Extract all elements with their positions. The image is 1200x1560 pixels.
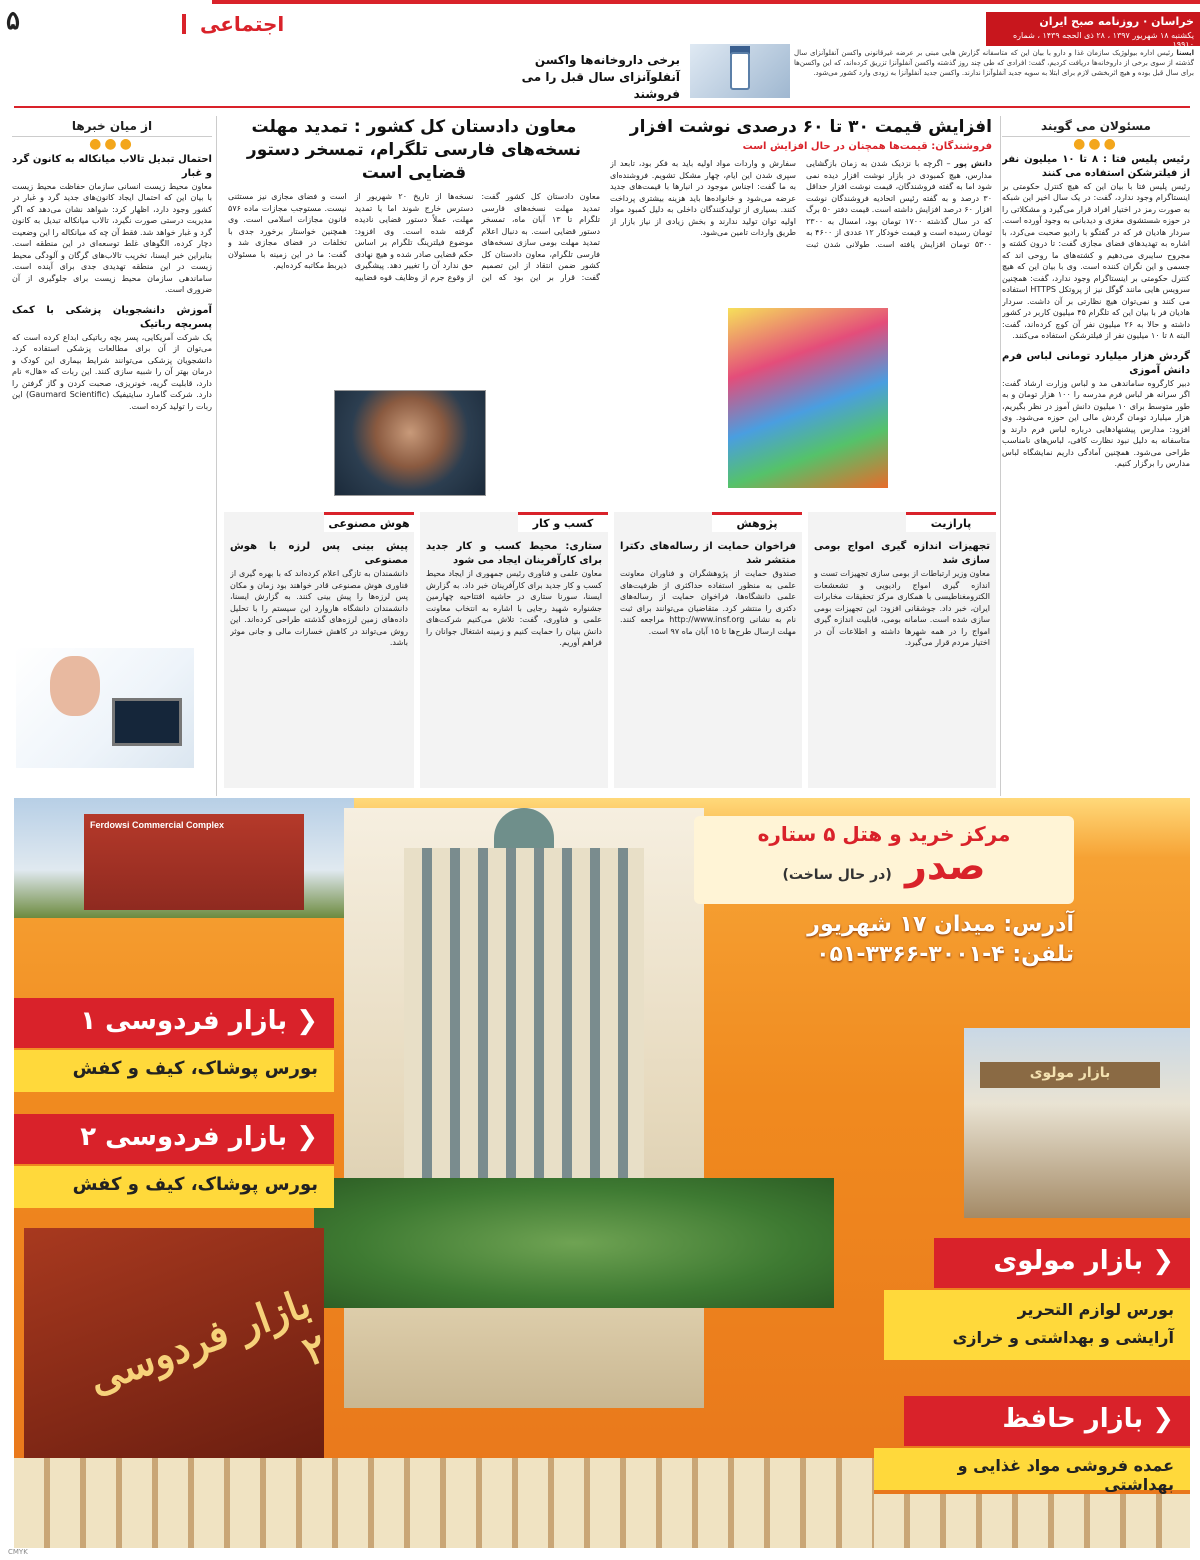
column-divider xyxy=(1000,116,1001,796)
dots-ornament: ●●● xyxy=(1073,136,1119,152)
business-box xyxy=(420,512,608,788)
officials-body-1: رئیس پلیس فتا با بیان این که هیچ کنترل حکومتی بر اینستاگرام وجود ندارد، گفت: در یک سال اخیر این شبکه به صورت رمز در اختیار افراد قرار می‌گیرد و مشکلاتی را در حوزه شستشوی مغزی و دیدبانی به وجود آورده است. سردار هادیان فر که در گفتگو با رادیو صحبت می‌کرد، با اشاره به تهدیدهای فضای مجازی گفت: تا درون کشته و مجروح سایبری می‌دهیم و کشته‌های ما روحی اند که جسمی و این نگران کننده است. وی با بیان این که هیچ کنترل حکومتی بر اینستاگرام وجود ندارد، گفت: همچنین سرویس هایی مانند گوگل نیز از پروتکل HTTPS استفاده می کنند و نمی‌توان هیچ نظارتی بر آن داشت. سردار هادیان فر با بیان این که تلگرام ۴۵ میلیون کاربر در کشور داشته و حالا به ۲۶ میلیون نفر آن کوچ کرده‌اند، گفت: البته ۸ تا ۱۰ میلیون نفر از فیلترشکن استفاده می‌کنند. xyxy=(1002,181,1190,340)
ai-headline: پیش بینی پس لرزه با هوش مصنوعی xyxy=(230,541,408,566)
sadr-title-name: صدر xyxy=(904,844,986,888)
teaser-box xyxy=(520,42,1200,100)
molavi-desc xyxy=(884,1290,1190,1360)
teaser-body: ایسنا رئیس اداره بیولوژیک سازمان غذا و دارو با بیان این که متاسفانه گزارش هایی مبنی بر عرضه غیرقانونی واکسن آنفلوآنزای سال گذشته از سوی برخی از داروخانه‌ها دریافت کردیم، گفت: افرادی که طی چند روز گذشته واکسن آنفلوآنزا تزریق کرده‌اند، که این واکسن‌ها برای سال قبل بوده و هیچ اثربخشی لازم برای ابتلا به سویه جدید آنفلوآنزا ندارند. واکسن جدید آنفلوآنزا به زودی وارد کشور می‌شود. xyxy=(794,49,1194,77)
section-title: اجتماعی xyxy=(200,12,285,36)
chevron-left-icon: ❮ xyxy=(296,1006,318,1036)
top-red-rule xyxy=(212,0,1200,4)
hafez-facade xyxy=(14,1458,874,1548)
ferdowsi2-sign: بازار فردوسی ۲ xyxy=(82,1279,333,1404)
column-divider xyxy=(216,116,217,796)
section-rule xyxy=(14,106,1190,108)
parasite-box xyxy=(808,512,996,788)
ai-body: دانشمندان به تازگی اعلام کرده‌اند که با بهره گیری از فناوری هوش مصنوعی قادر خواهند بود زمان و مکان پس لرزه‌ها را پیش بینی کنند. به گزارش ایسنا، دانشمندان دانشگاه هاروارد این سیستم را با تحلیل داده‌های زمین لرزه‌های گذشته طراحی کرده‌اند. این روش می‌تواند در کاهش خسارات مالی و جانی موثر باشد. xyxy=(230,569,408,647)
ferdowsi2-building xyxy=(24,1228,333,1458)
news-body-1: معاون محیط زیست انسانی سازمان حفاظت محیط زیست با بیان این که احتمال ایجاد کانون‌های جدید گرد و غبار در کشور وجود دارد، اظهار کرد: شواهد نشان می‌دهد که اگر مدیریت درستی صورت نگیرد، تالاب میانکاله تبدیل به کانون گرد و غبار خواهد شد. فقط آن چه که میانکاله را این وضعیت دچار کرده، الگوهای غلط توسعه‌ای در این منطقه است. بنابراین خبر ایسنا، تخریب تالاب‌های گرگان و آلودگی محیط زیست در این منطقه تهدیدی جدی برای آینده است. ساماندهی سازمان محیط زیست برای جلوگیری از آن ضروری است. xyxy=(12,181,212,294)
ferdowsi1-title: بازار فردوسی ۱ xyxy=(80,1006,288,1036)
prices-body: اگرچه با نزدیک شدن به زمان بازگشایی مدارس، هیچ کمبودی در بازار نوشت افزار دیده نمی شود اما به گفته فروشندگان، قیمت نوشت افزار حداقل ۳۰ درصد و به گفته رئیس اتحادیه فروشندگان نوشت افزار ۶۰ درصد افزایش داشته است. قیمت دفتر ۵۰ برگ که در سال گذشته ۱۷۰۰ تومان بود، امسال به ۲۳۰۰ تومان رسیده است و قیمت خودکار ۱۲ عددی از ۴۶۰۰ به ۵۳۰۰ تومان افزایش یافته است. طولانی شدن ثبت سفارش و واردات مواد اولیه باید به فکر بود، تابعد از سپری شدن این ایام، چهار مشکل تشویم. فروشنده‌ای به ما گفت: اجناس موجود در انبارها با قیمت‌های جدید عرضه می‌شود و خانواده‌ها باید هزینه بیشتری پرداخت کنند. بسیاری از تولیدکنندگان داخلی به دلیل کمبود مواد اولیه توان تولید ندارند و بخش زیادی از نیاز بازار از طریق واردات تامین می‌شود. xyxy=(610,159,992,249)
section-divider xyxy=(182,14,186,34)
officials-column xyxy=(1002,116,1190,796)
news-body-2: یک شرکت آمریکایی، پسر بچه رباتیکی ابداع کرده است که می‌توان از آن برای مطالعات پزشکی استفاده کرد. دانشجویان پزشکی می‌توانند شرایط بیماری این کودک و درمان بهتر آن را شبیه سازی کنند. این ربات که «هال» نام دارد، قابلیت گریه، خونریزی، صحبت کردن و گاز گرفتن را دارد. شرکت گامارد سایتیفیک (Gaumard Scientific) این ربات را تولید کرده است. xyxy=(12,332,212,411)
teaser-title: برخی داروخانه‌ها واکسن آنفلوآنزای سال قبل را می فروشند xyxy=(521,53,680,101)
ferdowsi2-title-box xyxy=(14,1114,334,1164)
ferdowsi1-title-box xyxy=(14,998,334,1048)
hafez-title-box xyxy=(904,1396,1190,1446)
page-number: ۵ xyxy=(6,6,20,36)
sadr-advertisement xyxy=(14,798,1190,1548)
parasite-body: معاون وزیر ارتباطات از بومی سازی تجهیزات تست و اندازه گیری امواج رادیویی و تشعشعات الکترومغناطیسی با همکاری مرکز تحقیقات مخابرات ایران، خبر داد. جوشقانی افزود: این تجهیزات بومی سازی شده است. سامانه بومی، قابلیت اندازه گیری امواج را در همه شهرها داشته و اطلاعات آن در اختیار مردم قرار می‌گیرد. xyxy=(814,569,990,647)
news-headline-1: احتمال تبدیل تالاب میانکاله به کانون گرد و غبار xyxy=(12,153,212,179)
sadr-contact xyxy=(694,910,1074,970)
chevron-left-icon: ❮ xyxy=(1152,1246,1174,1276)
official-portrait xyxy=(334,390,486,496)
dateline: یکشنبه ۱۸ شهریور ۱۳۹۷ ، ۲۸ ذی الحجه ۱۴۳۹ ، شماره ۱۹۹۱۰ xyxy=(1012,31,1194,49)
prices-lead: دانش پور xyxy=(954,159,992,168)
sadr-phone: تلفن: ۴-۳۰۰۱-۳۳۶۶-۰۵۱ xyxy=(816,942,1074,967)
parasite-headline: تجهیزات اندازه گیری امواج بومی سازی شد xyxy=(814,541,990,566)
vaccine-image xyxy=(690,44,790,98)
officials-body-2: دبیر کارگروه ساماندهی مد و لباس وزارت ارشاد گفت: اگر سرانه هر لباس فرم مدرسه را ۱۰۰ هزار تومان و به طور متوسط برای ۱۰ میلیون دانش آموز در نظر بگیریم، هزار میلیارد تومان گردش مالی این حوزه می‌شود. وی افزود: مدارس پیشنهادهایی درباره لباس فرم دارند و متاسفانه به دلیل نبود نظارت کافی، لباس‌های نامناسب طراحی می‌شود. همچنین آمادگی داریم نمایشگاه لباس مدارس را برگزار کنیم. xyxy=(1002,378,1190,468)
sadr-title-box xyxy=(694,816,1074,904)
sadr-status: (در حال ساخت) xyxy=(782,867,892,883)
prices-kicker: فروشندگان: قیمت‌ها همچنان در حال افزایش است xyxy=(742,141,992,152)
complex-sign: Ferdowsi Commercial Complex xyxy=(90,820,225,830)
ferdowsi1-desc: بورس پوشاک، کیف و کفش xyxy=(14,1050,334,1092)
molavi-title: بازار مولوی xyxy=(993,1246,1144,1276)
molavi-photo xyxy=(964,1028,1190,1218)
hafez-title: بازار حافظ xyxy=(1002,1404,1144,1434)
stationery-image xyxy=(728,308,888,488)
officials-headline-2: گردش هزار میلیارد تومانی لباس فرم دانش آموزی xyxy=(1002,350,1190,376)
news-headline-2: آموزش دانشجویان پزشکی با کمک پسربچه رباتیک xyxy=(12,304,212,330)
sadr-address: آدرس: میدان ۱۷ شهریور xyxy=(807,912,1074,937)
research-body: صندوق حمایت از پژوهشگران و فناوران معاونت علمی به منظور استفاده حداکثری از ظرفیت‌های علمی دانشگاه‌ها، فراخوان حمایت از رساله‌های دکتری را منتشر کرد. متقاضیان می‌توانند برای ثبت نام به نشانی http://www.insf.org مراجعه کنند. مهلت ارسال طرح‌ها تا ۱۵ آبان ماه ۹۷ است. xyxy=(620,569,796,636)
masthead xyxy=(986,12,1200,49)
robot-image xyxy=(16,648,194,768)
molavi-desc-2: آرایشی و بهداشتی و خرازی xyxy=(952,1328,1174,1347)
telegram-body: معاون دادستان کل کشور گفت: تمدید مهلت نسخه‌های فارسی تلگرام تا ۱۳ آبان ماه، تمسخر دستور قضایی است. به دنبال اعلام تمدید مهلت بومی سازی نسخه‌های فارسی تلگرام، معاون دادستان کل کشور ضمن انتقاد از این تصمیم گفت: قرار بر این بود که این نسخه‌ها از تاریخ ۲۰ شهریور از دسترس خارج شوند اما با تمدید مهلت، عملاً دستور قضایی نادیده گرفته شده است. وی افزود: موضوع فیلترینگ تلگرام بر اساس حکم قضایی صادر شده و هیچ نهادی حق ندارد آن را تغییر دهد. پیشگیری از وقوع جرم از وظایف قوه قضاییه است و فضای مجازی نیز مستثنی نیست. مستوجب مجازات ماده ۵۷۶ قانون مجازات اسلامی است. وی همچنین خواستار برخورد جدی با تخلفات در فضای مجازی شد و گفت: ما در این زمینه با مسئولان ذیربط مکاتبه کرده‌ایم. xyxy=(228,192,600,282)
hotel-tower xyxy=(344,808,704,1408)
ai-header: هوش مصنوعی xyxy=(324,512,414,532)
complex-photo xyxy=(14,798,354,918)
molavi-desc-1: بورس لوازم التحریر xyxy=(1017,1300,1174,1319)
hafez-desc: عمده فروشی مواد غذایی و بهداشتی xyxy=(874,1448,1190,1490)
dots-ornament: ●●● xyxy=(89,136,135,152)
ferdowsi2-title: بازار فردوسی ۲ xyxy=(80,1122,288,1152)
business-body: معاون علمی و فناوری رئیس جمهوری از ایجاد محیط کسب و کار جدید برای کارآفرینان خبر داد. به گزارش ایسنا، سورنا ستاری در حاشیه افتتاحیه چهارمین جشنواره شهید رجایی با اشاره به انتخاب معاونت علمی و فناوری، گفت: تلاش می‌کنیم شرکت‌های دانش بنیان را حمایت کنیم و زمینه اشتغال جوانان را فراهم آوریم. xyxy=(426,569,602,647)
research-headline: فراخوان حمایت از رساله‌های دکترا منتشر شد xyxy=(620,541,796,566)
officials-header: مسئولان می گویند xyxy=(1002,116,1190,137)
research-box xyxy=(614,512,802,788)
officials-headline-1: رئیس پلیس فتا : ۸ تا ۱۰ میلیون نفر از فیلترشکن استفاده می کنند xyxy=(1002,153,1190,179)
business-header: کسب و کار xyxy=(518,512,608,532)
sadr-title-line1: مرکز خرید و هتل ۵ ستاره xyxy=(757,822,1011,846)
chevron-left-icon: ❮ xyxy=(1152,1404,1174,1434)
prices-article: افزایش قیمت ۳۰ تا ۶۰ درصدی نوشت افزار فروشندگان: قیمت‌ها همچنان در حال افزایش است دانش پور – اگرچه با نزدیک شدن به زمان بازگشایی مدارس، هیچ کمبودی در بازار نوشت افزار دیده نمی شود اما به گفته فروشندگان، قیمت نوشت افزار حداقل ۳۰ درصد و به گفته رئیس اتحادیه فروشندگان نوشت افزار ۶۰ درصد افزایش داشته است. قیمت دفتر ۵۰ برگ که در سال گذشته ۱۷۰۰ تومان بود، امسال به ۲۳۰۰ تومان رسیده است و قیمت خودکار ۱۲ عددی از ۴۶۰۰ به ۵۳۰۰ تومان افزایش یافته است. طولانی شدن ثبت سفارش و واردات مواد اولیه باید به فکر بود، تابعد از سپری شدن این ایام، چهار مشکل تشویم. فروشنده‌ای به ما گفت: اجناس موجود در انبارها با قیمت‌های جدید عرضه می‌شود و خانواده‌ها باید هزینه بیشتری پرداخت کنند. بسیاری از تولیدکنندگان داخلی به دلیل کمبود مواد اولیه توان تولید ندارند و بخش زیادی از نیاز بازار از طریق واردات تامین می‌شود. xyxy=(610,117,992,249)
paper-logo: خراسان · روزنامه صبح ایران xyxy=(1039,15,1194,28)
news-header: از میان خبرها xyxy=(12,116,212,137)
telegram-headline: معاون دادستان کل کشور : تمدید مهلت نسخه‌های فارسی تلگرام، تمسخر دستور قضایی است xyxy=(246,117,582,183)
ai-box xyxy=(224,512,414,788)
prices-headline: افزایش قیمت ۳۰ تا ۶۰ درصدی نوشت افزار xyxy=(629,117,992,137)
parasite-header: پارازیت xyxy=(906,512,996,532)
chevron-left-icon: ❮ xyxy=(296,1122,318,1152)
page-header xyxy=(0,0,1200,49)
research-header: پژوهش xyxy=(712,512,802,532)
business-headline: ستاری: محیط کسب و کار جدید برای کارآفرینان ایجاد می شود xyxy=(426,541,602,566)
hafez-facade-right xyxy=(874,1494,1190,1548)
roof-garden xyxy=(314,1178,834,1308)
cmyk-mark: CMYK xyxy=(8,1548,28,1556)
molavi-sign: بازار مولوی xyxy=(980,1062,1160,1088)
molavi-title-box xyxy=(934,1238,1190,1288)
ferdowsi2-desc: بورس پوشاک، کیف و کفش xyxy=(14,1166,334,1208)
